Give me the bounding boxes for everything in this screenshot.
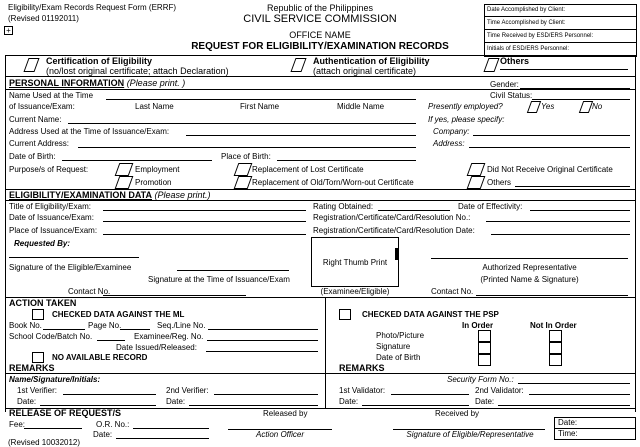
psp-dob-label: Date of Birth <box>376 353 421 362</box>
release-date-line[interactable] <box>116 438 209 439</box>
address-used-label: Address Used at the Time of Issuance/Exam: <box>9 127 170 136</box>
auth-rep-line[interactable] <box>431 258 628 259</box>
checked-ml-label: CHECKED DATA AGAINST THE ML <box>52 310 185 319</box>
employment-checkbox[interactable] <box>115 163 134 176</box>
personal-print-note: (Please print. ) <box>126 78 186 88</box>
requested-by-label: Requested By: <box>14 239 71 248</box>
thumb-print-label: Right Thumb Print <box>322 258 388 267</box>
authentication-note: (attach original certificate) <box>313 66 417 76</box>
page-no-label: Page No. <box>88 321 122 330</box>
no-record-label: NO AVAILABLE RECORD <box>52 353 148 362</box>
dob-not-in-order-checkbox[interactable] <box>549 354 562 366</box>
dob-label: Date of Birth: <box>9 152 56 161</box>
place-issuance-line[interactable] <box>103 234 306 235</box>
pob-line[interactable] <box>277 160 416 161</box>
remarks-heading-right: REMARKS <box>339 363 385 373</box>
fee-line[interactable] <box>24 428 82 429</box>
validator1-line[interactable] <box>391 394 469 395</box>
seq-no-label: Seq./Line No. <box>157 321 206 330</box>
reg-date-line[interactable] <box>491 234 630 235</box>
did-not-receive-label: Did Not Receive Original Certificate <box>487 165 613 174</box>
book-no-line[interactable] <box>43 329 85 330</box>
office-name: OFFICE NAME <box>289 30 351 40</box>
examinee-label: (Examinee/Eligible) <box>320 287 390 296</box>
revised-date: (Revised 01192011) <box>8 14 79 23</box>
in-order-label: In Order <box>462 321 494 330</box>
no-label: No <box>592 102 603 111</box>
reg-no-label: Registration/Certificate/Card/Resolution No.: <box>313 213 471 222</box>
reg-no-line[interactable] <box>486 221 630 222</box>
middle-name-label: Middle Name <box>337 102 385 111</box>
republic-heading: Republic of the Philippines <box>266 3 374 13</box>
auth-rep-label: Authorized Representative <box>482 263 577 272</box>
date-issuance-label: Date of Issuance/Exam: <box>9 213 94 222</box>
personal-info-heading <box>9 79 185 88</box>
signature-not-in-order-checkbox[interactable] <box>549 342 562 354</box>
civil-status-label: Civil Status: <box>490 91 533 100</box>
reg-date-label: Registration/Certificate/Card/Resolution Date: <box>313 226 475 235</box>
contact-no2-label: Contact No. <box>431 287 474 296</box>
page-no-line[interactable] <box>120 329 150 330</box>
security-form-line[interactable] <box>518 383 630 384</box>
date-issued-line[interactable] <box>206 351 318 352</box>
or-no-label: O.R. No.: <box>96 420 130 429</box>
verifier1-date-line[interactable] <box>40 405 156 406</box>
sig-rep-label: Signature of Eligible/Representative <box>406 430 534 439</box>
validator2-date-label: Date: <box>475 397 495 406</box>
contact-no2-line[interactable] <box>476 295 628 296</box>
yes-checkbox[interactable] <box>527 101 541 113</box>
purpose-label: Purpose/s of Request: <box>9 165 89 174</box>
sig-issuance-line[interactable] <box>177 270 289 271</box>
sig-issuance-label: Signature at the Time of Issuance/Exam <box>148 275 290 284</box>
verifier2-label: 2nd Verifier: <box>166 386 209 395</box>
yes-label: Yes <box>541 102 555 111</box>
address-label: Address: <box>433 139 465 148</box>
checked-ml-checkbox[interactable] <box>32 309 44 320</box>
gender-label: Gender: <box>490 80 519 89</box>
not-in-order-label: Not In Order <box>530 321 577 330</box>
dob-in-order-checkbox[interactable] <box>478 354 491 366</box>
checked-psp-label: CHECKED DATA AGAINST THE PSP <box>362 310 499 319</box>
release-date-label: Date: <box>93 430 113 439</box>
received-by-label: Received by <box>435 409 480 418</box>
employment-label: Employment <box>135 165 180 174</box>
signature-label: Signature <box>376 342 411 351</box>
title-eligibility-label: Title of Eligibility/Exam: <box>9 202 91 211</box>
promotion-checkbox[interactable] <box>115 176 134 189</box>
contact-no-line[interactable] <box>103 295 246 296</box>
action-officer-label: Action Officer <box>255 430 304 439</box>
photo-in-order-checkbox[interactable] <box>478 330 491 342</box>
rating-label: Rating Obtained: <box>313 202 374 211</box>
replacement-lost-label: Replacement of Lost Certificate <box>252 165 364 174</box>
if-yes-label: If yes, please specify: <box>428 115 505 124</box>
first-name-label: First Name <box>240 102 280 111</box>
box-date-label[interactable]: Date: <box>558 418 578 427</box>
initials-label: Initials of ESD/ERS Personnel: <box>487 46 570 52</box>
pob-label: Place of Birth: <box>221 152 271 161</box>
released-by-label: Released by <box>263 409 308 418</box>
certification-note: (no/lost original certificate; attach Declaration) <box>46 66 229 76</box>
name-used-label-1: Name Used at the Time <box>9 91 94 100</box>
fee-label: Fee: <box>9 420 26 429</box>
school-code-label: School Code/Batch No. <box>9 332 93 341</box>
remarks-heading-left: REMARKS <box>9 363 55 373</box>
current-name-label: Current Name: <box>9 115 62 124</box>
certification-checkbox[interactable] <box>23 58 39 72</box>
name-used-line[interactable] <box>106 99 416 100</box>
box-time-label[interactable]: Time: <box>558 429 578 438</box>
personal-info-title: PERSONAL INFORMATION <box>9 78 125 88</box>
replacement-old-label: Replacement of Old/Torn/Worn-out Certificate <box>252 178 414 187</box>
validator2-date-line[interactable] <box>498 405 630 406</box>
authentication-label: Authentication of Eligibility <box>313 56 430 66</box>
others-line[interactable] <box>500 69 628 70</box>
action-taken-heading: ACTION TAKEN <box>9 298 77 308</box>
verifier1-date-label: Date: <box>17 397 37 406</box>
others-label: Others <box>500 56 530 66</box>
printed-name-label: (Printed Name & Signature) <box>480 275 579 284</box>
certification-label: Certification of Eligibility <box>46 56 153 66</box>
current-name-line[interactable] <box>68 123 416 124</box>
verifier1-label: 1st Verifier: <box>17 386 58 395</box>
verifier1-line[interactable] <box>63 394 156 395</box>
date-issuance-line[interactable] <box>103 221 306 222</box>
purpose-others-line[interactable] <box>515 186 630 187</box>
civil-status-line[interactable] <box>532 99 630 100</box>
name-used-label-2: of Issuance/Exam: <box>9 102 75 111</box>
others-checkbox[interactable] <box>483 58 499 72</box>
purpose-others-checkbox[interactable] <box>467 176 486 189</box>
signature-in-order-checkbox[interactable] <box>478 342 491 354</box>
validator1-date-line[interactable] <box>362 405 469 406</box>
dob-line[interactable] <box>62 160 212 161</box>
main-title: REQUEST FOR ELIGIBILITY/EXAMINATION RECORDS <box>191 41 449 52</box>
company-label: Company: <box>433 127 470 136</box>
address-line[interactable] <box>469 147 630 148</box>
validator1-date-label: Date: <box>339 397 359 406</box>
verifier2-date-line[interactable] <box>189 405 318 406</box>
sig-eligible-line[interactable] <box>9 257 139 258</box>
did-not-receive-checkbox[interactable] <box>467 163 486 176</box>
seq-no-line[interactable] <box>208 329 318 330</box>
sig-eligible-label: Signature of the Eligible/Examinee <box>9 263 132 272</box>
release-heading: RELEASE OF REQUEST/S <box>9 408 122 418</box>
authentication-checkbox[interactable] <box>290 58 306 72</box>
place-issuance-label: Place of Issuance/Exam: <box>9 226 98 235</box>
gender-line[interactable] <box>520 88 630 89</box>
examinee-reg-line[interactable] <box>207 340 318 341</box>
examinee-reg-label: Examinee/Reg. No. <box>134 332 204 341</box>
date-accomplished-label: Date Accomplished by Client: <box>487 7 566 13</box>
date-issued-label: Date Issued/Released: <box>116 343 197 352</box>
validator2-line[interactable] <box>529 394 630 395</box>
presently-employed-label: Presently employed? <box>428 102 503 111</box>
replacement-lost-checkbox[interactable] <box>234 163 253 176</box>
rating-line[interactable] <box>378 210 450 211</box>
name-sig-label: Name/Signature/Initials: <box>9 375 101 384</box>
checked-psp-checkbox[interactable] <box>339 309 351 320</box>
contact-no-label: Contact No. <box>68 287 111 296</box>
photo-label: Photo/Picture <box>376 331 425 340</box>
book-no-label: Book No. <box>9 321 42 330</box>
commission-heading: CIVIL SERVICE COMMISSION <box>243 13 397 25</box>
current-address-label: Current Address: <box>9 139 70 148</box>
footer-revised: (Revised 10032012) <box>8 438 81 447</box>
eligibility-title: ELIGIBILITY/EXAMINATION DATA <box>9 190 152 200</box>
school-code-line[interactable] <box>97 340 125 341</box>
promotion-label: Promotion <box>135 178 172 187</box>
eligibility-heading <box>9 191 211 200</box>
verifier2-line[interactable] <box>214 394 318 395</box>
company-line[interactable] <box>473 135 630 136</box>
eligibility-print-note: (Please print.) <box>154 190 211 200</box>
last-name-label: Last Name <box>135 102 174 111</box>
security-form-label: Security Form No.: <box>447 375 514 384</box>
photo-not-in-order-checkbox[interactable] <box>549 330 562 342</box>
validator2-label: 2nd Validator: <box>475 386 524 395</box>
effectivity-label: Date of Effectivity: <box>458 202 523 211</box>
effectivity-line[interactable] <box>530 210 630 211</box>
time-accomplished-label: Time Accomplished by Client: <box>487 20 566 26</box>
current-address-line[interactable] <box>78 147 416 148</box>
title-eligibility-line[interactable] <box>103 210 306 211</box>
address-used-line[interactable] <box>186 135 416 136</box>
verifier2-date-label: Date: <box>166 397 186 406</box>
move-handle-icon[interactable]: + <box>4 26 13 35</box>
purpose-others-label: Others <box>487 178 512 187</box>
validator1-label: 1st Validator: <box>339 386 386 395</box>
time-received-label: Time Received by ESD/ERS Personnel: <box>487 33 594 39</box>
no-record-checkbox[interactable] <box>32 352 44 363</box>
form-title: Eligibility/Exam Records Request Form (ERRF) <box>8 3 177 12</box>
replacement-old-checkbox[interactable] <box>234 176 253 189</box>
or-no-line[interactable] <box>133 428 209 429</box>
